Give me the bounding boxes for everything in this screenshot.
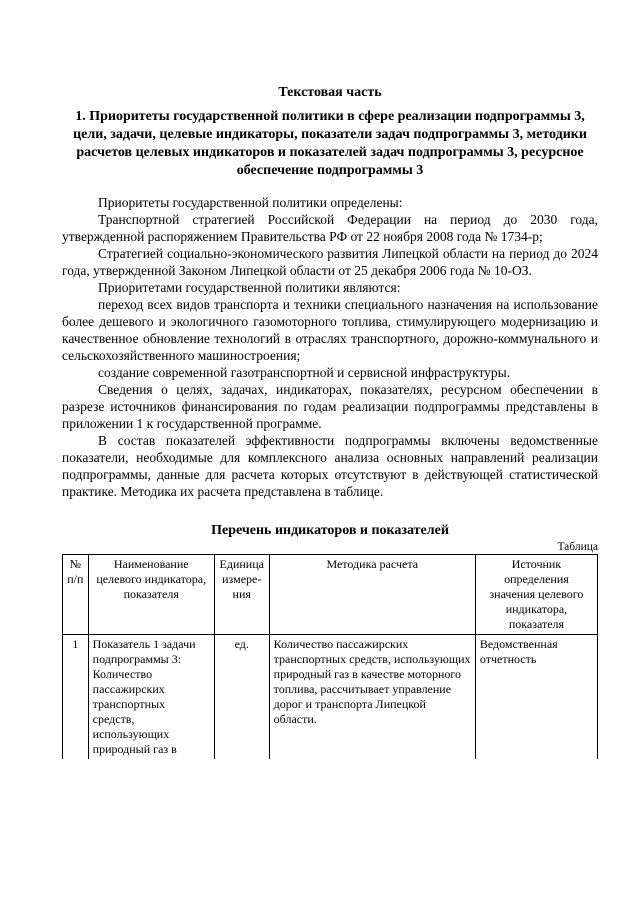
table-title: Перечень индикаторов и показателей bbox=[211, 523, 449, 538]
body-text bbox=[62, 194, 598, 500]
header-method: Методика расчета bbox=[269, 555, 475, 635]
cell-num: 1 bbox=[63, 635, 89, 760]
cell-unit: ед. bbox=[214, 635, 269, 760]
cell-name: Показатель 1 задачи подпрограммы 3: Количество пассажирских транспортных средств, использующих природный газ в bbox=[88, 635, 214, 760]
section-title: 1. Приоритеты государственной политики в сфере реализации подпрограммы 3, цели, задачи, целевые индикаторы, показатели задач подпрограммы 3, методики расчетов целевых индикаторов и показателей задач подпрограммы 3, ресурсное обеспечение подпрограммы 3 bbox=[73, 109, 587, 178]
paragraph: переход всех видов транспорта и техники специального назначения на использование более дешевого и экологичного газомоторного топлива, стимулирующего модернизацию и качественное обновление технологий в отраслях транспортного, дорожно-коммунального и сельскохозяйственного машиностроения; bbox=[62, 297, 598, 363]
cell-method: Количество пассажирских транспортных средств, использующих природный газ в качестве моторного топлива, рассчитывает управление дорог и транспорта Липецкой области. bbox=[269, 635, 475, 760]
paragraph: Сведения о целях, задачах, индикаторах, показателях, ресурсном обеспечении в разрезе источников финансирования по годам реализации подпрограммы представлены в приложении 1 к государственной программе. bbox=[62, 382, 598, 431]
document-page bbox=[62, 84, 598, 759]
table-row bbox=[63, 635, 598, 760]
paragraph: Приоритетами государственной политики являются: bbox=[98, 280, 401, 295]
cell-source: Ведомственная отчетность bbox=[475, 635, 597, 760]
paragraph: создание современной газотранспортной и сервисной инфраструктуры. bbox=[98, 365, 511, 380]
paragraph: Стратегией социально-экономического развития Липецкой области на период до 2024 года, утвержденной Законом Липецкой области от 25 декабря 2006 года № 10-ОЗ. bbox=[62, 246, 598, 278]
table-header-row bbox=[63, 555, 598, 635]
header-num: № п/п bbox=[63, 555, 89, 635]
table-label: Таблица bbox=[557, 541, 598, 553]
paragraph: В состав показателей эффективности подпрограммы включены ведомственные показатели, необходимые для комплексного анализа основных направлений реализации подпрограммы, данные для расчета которых отсутствуют в действующей статистической практике. Методика их расчета представлена в таблице. bbox=[62, 433, 598, 499]
header-source: Источник определения значения целевого индикатора, показателя bbox=[475, 555, 597, 635]
paragraph: Приоритеты государственной политики определены: bbox=[98, 195, 403, 210]
paragraph: Транспортной стратегией Российской Федерации на период до 2030 года, утвержденной распоряжением Правительства РФ от 22 ноября 2008 года № 1734-р; bbox=[62, 212, 598, 244]
header-unit: Единица измере-ния bbox=[214, 555, 269, 635]
heading: Текстовая часть bbox=[278, 85, 382, 100]
indicators-table bbox=[62, 554, 598, 759]
header-name: Наименование целевого индикатора, показателя bbox=[88, 555, 214, 635]
